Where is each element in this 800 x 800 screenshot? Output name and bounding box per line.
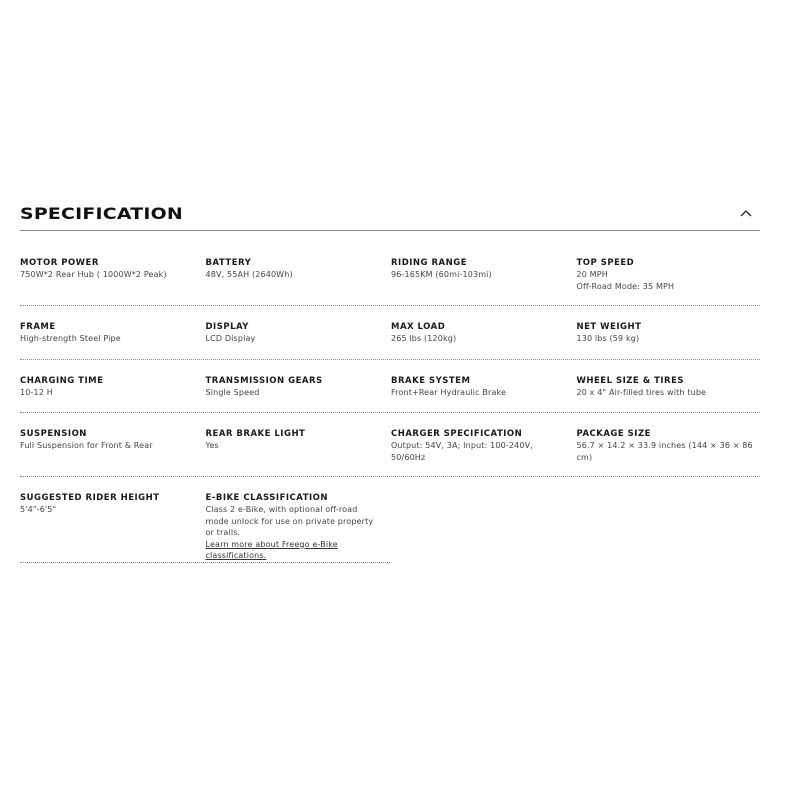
collapse-button[interactable] bbox=[736, 203, 756, 223]
spec-rider-height bbox=[20, 477, 206, 562]
spec-value: Off-Road Mode: 35 MPH bbox=[576, 281, 675, 291]
spec-value: 750W*2 Rear Hub ( 1000W*2 Peak) bbox=[20, 270, 167, 279]
spec-label: E-BIKE CLASSIFICATION bbox=[205, 493, 329, 503]
spec-battery bbox=[206, 231, 392, 305]
spec-label: REAR BRAKE LIGHT bbox=[205, 429, 306, 439]
spec-value: Class 2 e-Bike, with optional off-road mode unlock for use on private property or trails. bbox=[205, 505, 374, 537]
spec-value: 20 MPH bbox=[576, 270, 608, 279]
spec-value: 10-12 H bbox=[20, 388, 53, 397]
spec-value: 265 lbs (120kg) bbox=[391, 334, 457, 343]
spec-transmission-gears bbox=[206, 360, 392, 412]
spec-net-weight bbox=[577, 306, 763, 359]
spec-suspension bbox=[20, 413, 206, 476]
classification-link[interactable]: Learn more about Freego e-Bike classifications. bbox=[205, 539, 338, 560]
spec-value: Yes bbox=[205, 441, 219, 450]
spec-row bbox=[20, 413, 760, 477]
spec-label: TRANSMISSION GEARS bbox=[205, 376, 323, 386]
spec-label: NET WEIGHT bbox=[576, 322, 642, 332]
specification-section bbox=[20, 196, 760, 563]
spec-label: CHARGING TIME bbox=[20, 376, 104, 386]
section-title: SPECIFICATION bbox=[20, 203, 183, 223]
spec-value: LCD Display bbox=[205, 334, 256, 343]
spec-value: 5'4"-6'5" bbox=[20, 505, 57, 514]
chevron-up-icon bbox=[740, 209, 752, 217]
spec-value: Full Suspension for Front & Rear bbox=[20, 441, 153, 450]
spec-label: MOTOR POWER bbox=[20, 258, 99, 268]
spec-charging-time bbox=[20, 360, 206, 412]
spec-value: High-strength Steel Pipe bbox=[20, 334, 121, 343]
spec-value: 96-165KM (60mi-103mi) bbox=[391, 270, 492, 279]
spec-label: BATTERY bbox=[205, 258, 252, 268]
spec-row bbox=[20, 360, 760, 413]
spec-row bbox=[20, 477, 390, 563]
spec-display bbox=[206, 306, 392, 359]
spec-value: Output: 54V, 3A; Input: 100-240V, 50/60Hz bbox=[391, 441, 533, 462]
spec-charger-specification bbox=[391, 413, 577, 476]
spec-label: FRAME bbox=[20, 322, 56, 332]
spec-label: SUSPENSION bbox=[20, 429, 87, 439]
spec-motor-power bbox=[20, 231, 206, 305]
spec-package-size bbox=[577, 413, 763, 476]
spec-top-speed bbox=[577, 231, 763, 305]
classification-link-wrapper bbox=[206, 539, 384, 562]
spec-label: CHARGER SPECIFICATION bbox=[391, 429, 523, 439]
spec-label: TOP SPEED bbox=[576, 258, 635, 268]
spec-wheel-size bbox=[577, 360, 763, 412]
spec-label: RIDING RANGE bbox=[391, 258, 467, 268]
spec-ebike-classification bbox=[206, 477, 392, 562]
spec-max-load bbox=[391, 306, 577, 359]
spec-row bbox=[20, 231, 760, 306]
spec-label: WHEEL SIZE & TIRES bbox=[576, 376, 684, 386]
spec-frame bbox=[20, 306, 206, 359]
spec-value: 48V, 55AH (2640Wh) bbox=[205, 270, 293, 279]
spec-label: BRAKE SYSTEM bbox=[391, 376, 471, 386]
spec-label: DISPLAY bbox=[205, 322, 249, 332]
spec-value: 20 x 4" Air-filled tires with tube bbox=[576, 388, 707, 397]
spec-value: Single Speed bbox=[205, 388, 260, 397]
spec-value: 56.7 × 14.2 × 33.9 inches (144 × 36 × 86 cm) bbox=[576, 441, 753, 462]
spec-brake-system bbox=[391, 360, 577, 412]
spec-rear-brake-light bbox=[206, 413, 392, 476]
spec-label: SUGGESTED RIDER HEIGHT bbox=[20, 493, 160, 503]
spec-value: Front+Rear Hydraulic Brake bbox=[391, 388, 507, 397]
spec-value: 130 lbs (59 kg) bbox=[576, 334, 640, 343]
spec-riding-range bbox=[391, 231, 577, 305]
spec-row bbox=[20, 306, 760, 360]
spec-label: MAX LOAD bbox=[391, 322, 446, 332]
specification-header[interactable] bbox=[20, 196, 760, 231]
spec-label: PACKAGE SIZE bbox=[576, 429, 651, 439]
